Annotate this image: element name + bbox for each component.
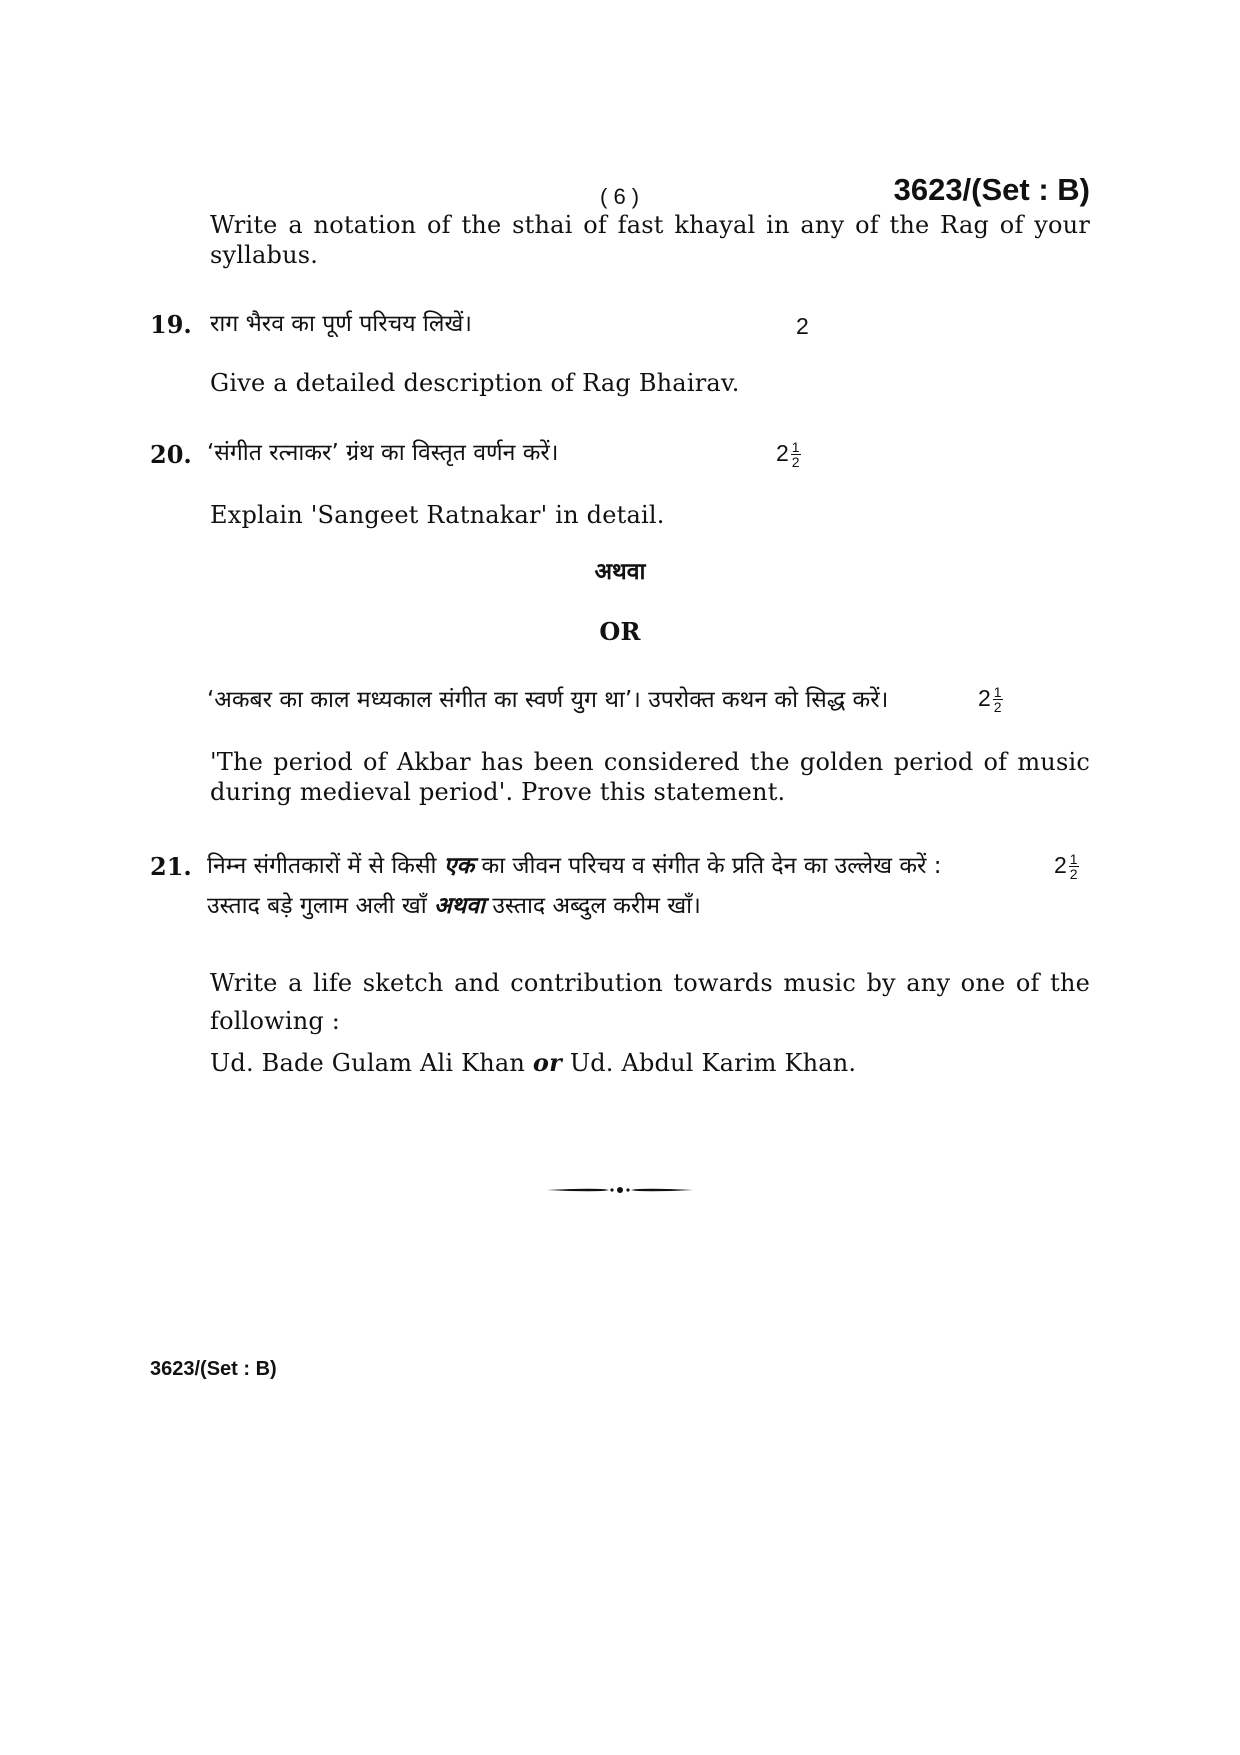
or-english: OR (599, 617, 641, 646)
intro-question-english: Write a notation of the sthai of fast khayal in any of the Rag of your syllabus. (210, 211, 1090, 269)
q21-hindi-post: का जीवन परिचय व संगीत के प्रति देन का उल्लेख करें : (481, 853, 942, 879)
q20-alt-marks-whole: 2 (978, 685, 991, 711)
question-number-19: 19. (150, 310, 192, 339)
q21-english-line3 (210, 1048, 856, 1078)
paper-code-header: 3623/(Set : B) (893, 172, 1090, 207)
q21-marks (1054, 852, 1079, 881)
q20-hindi: ‘संगीत रत्नाकर’ ग्रंथ का विस्तृत वर्णन करें। (207, 440, 559, 466)
q21-english-line3-emphasis: or (532, 1048, 562, 1077)
q20-marks-whole: 2 (776, 440, 789, 466)
fraction-denominator: 2 (791, 454, 800, 471)
q20-alt-hindi: ‘अकबर का काल मध्यकाल संगीत का स्वर्ण युग था’। उपरोक्त कथन को सिद्ध करें। (207, 687, 889, 713)
q21-hindi-line2-emphasis: अथवा (433, 893, 485, 919)
end-ornament-icon (545, 1182, 695, 1198)
q21-marks-fraction (1069, 852, 1079, 881)
q21-hindi-emphasis: एक (443, 853, 475, 879)
q20-alt-english: 'The period of Akbar has been considered the golden period of music during medieval period'. Prove this statement. (210, 748, 1090, 806)
fraction-numerator: 1 (1069, 851, 1078, 868)
q19-marks: 2 (796, 313, 809, 339)
fraction-denominator: 2 (993, 699, 1002, 716)
question-number-20: 20. (150, 440, 192, 469)
q19-english: Give a detailed description of Rag Bhairav. (210, 369, 740, 397)
q20-marks-fraction (791, 440, 801, 469)
paper-code-footer: 3623/(Set : B) (150, 1358, 277, 1380)
q21-hindi-line2-pre: उस्ताद बड़े गुलाम अली खाँ (207, 893, 427, 919)
q21-english-line3-pre: Ud. Bade Gulam Ali Khan (210, 1049, 526, 1077)
q21-hindi-line2 (207, 890, 701, 922)
q21-hindi-line1 (207, 850, 1057, 882)
q20-alt-marks (978, 685, 1003, 714)
q20-marks (776, 440, 801, 469)
page-number: ( 6 ) (600, 184, 640, 209)
q21-marks-whole: 2 (1054, 852, 1067, 878)
q21-english-line2: following : (210, 1007, 341, 1035)
q21-english-line3-post: Ud. Abdul Karim Khan. (569, 1049, 857, 1077)
fraction-denominator: 2 (1069, 866, 1078, 883)
fraction-numerator: 1 (993, 684, 1002, 701)
or-hindi: अथवा (594, 559, 646, 585)
q19-hindi: राग भैरव का पूर्ण परिचय लिखें। (210, 311, 473, 337)
fraction-numerator: 1 (791, 439, 800, 456)
q21-hindi-pre: निम्न संगीतकारों में से किसी (207, 853, 437, 879)
q20-alt-marks-fraction (993, 685, 1003, 714)
q20-english: Explain 'Sangeet Ratnakar' in detail. (210, 501, 665, 529)
q21-english-line1: Write a life sketch and contribution towards music by any one of the (210, 969, 1090, 997)
q21-hindi-line2-post: उस्ताद अब्दुल करीम खाँ। (492, 893, 701, 919)
question-number-21: 21. (150, 852, 192, 881)
